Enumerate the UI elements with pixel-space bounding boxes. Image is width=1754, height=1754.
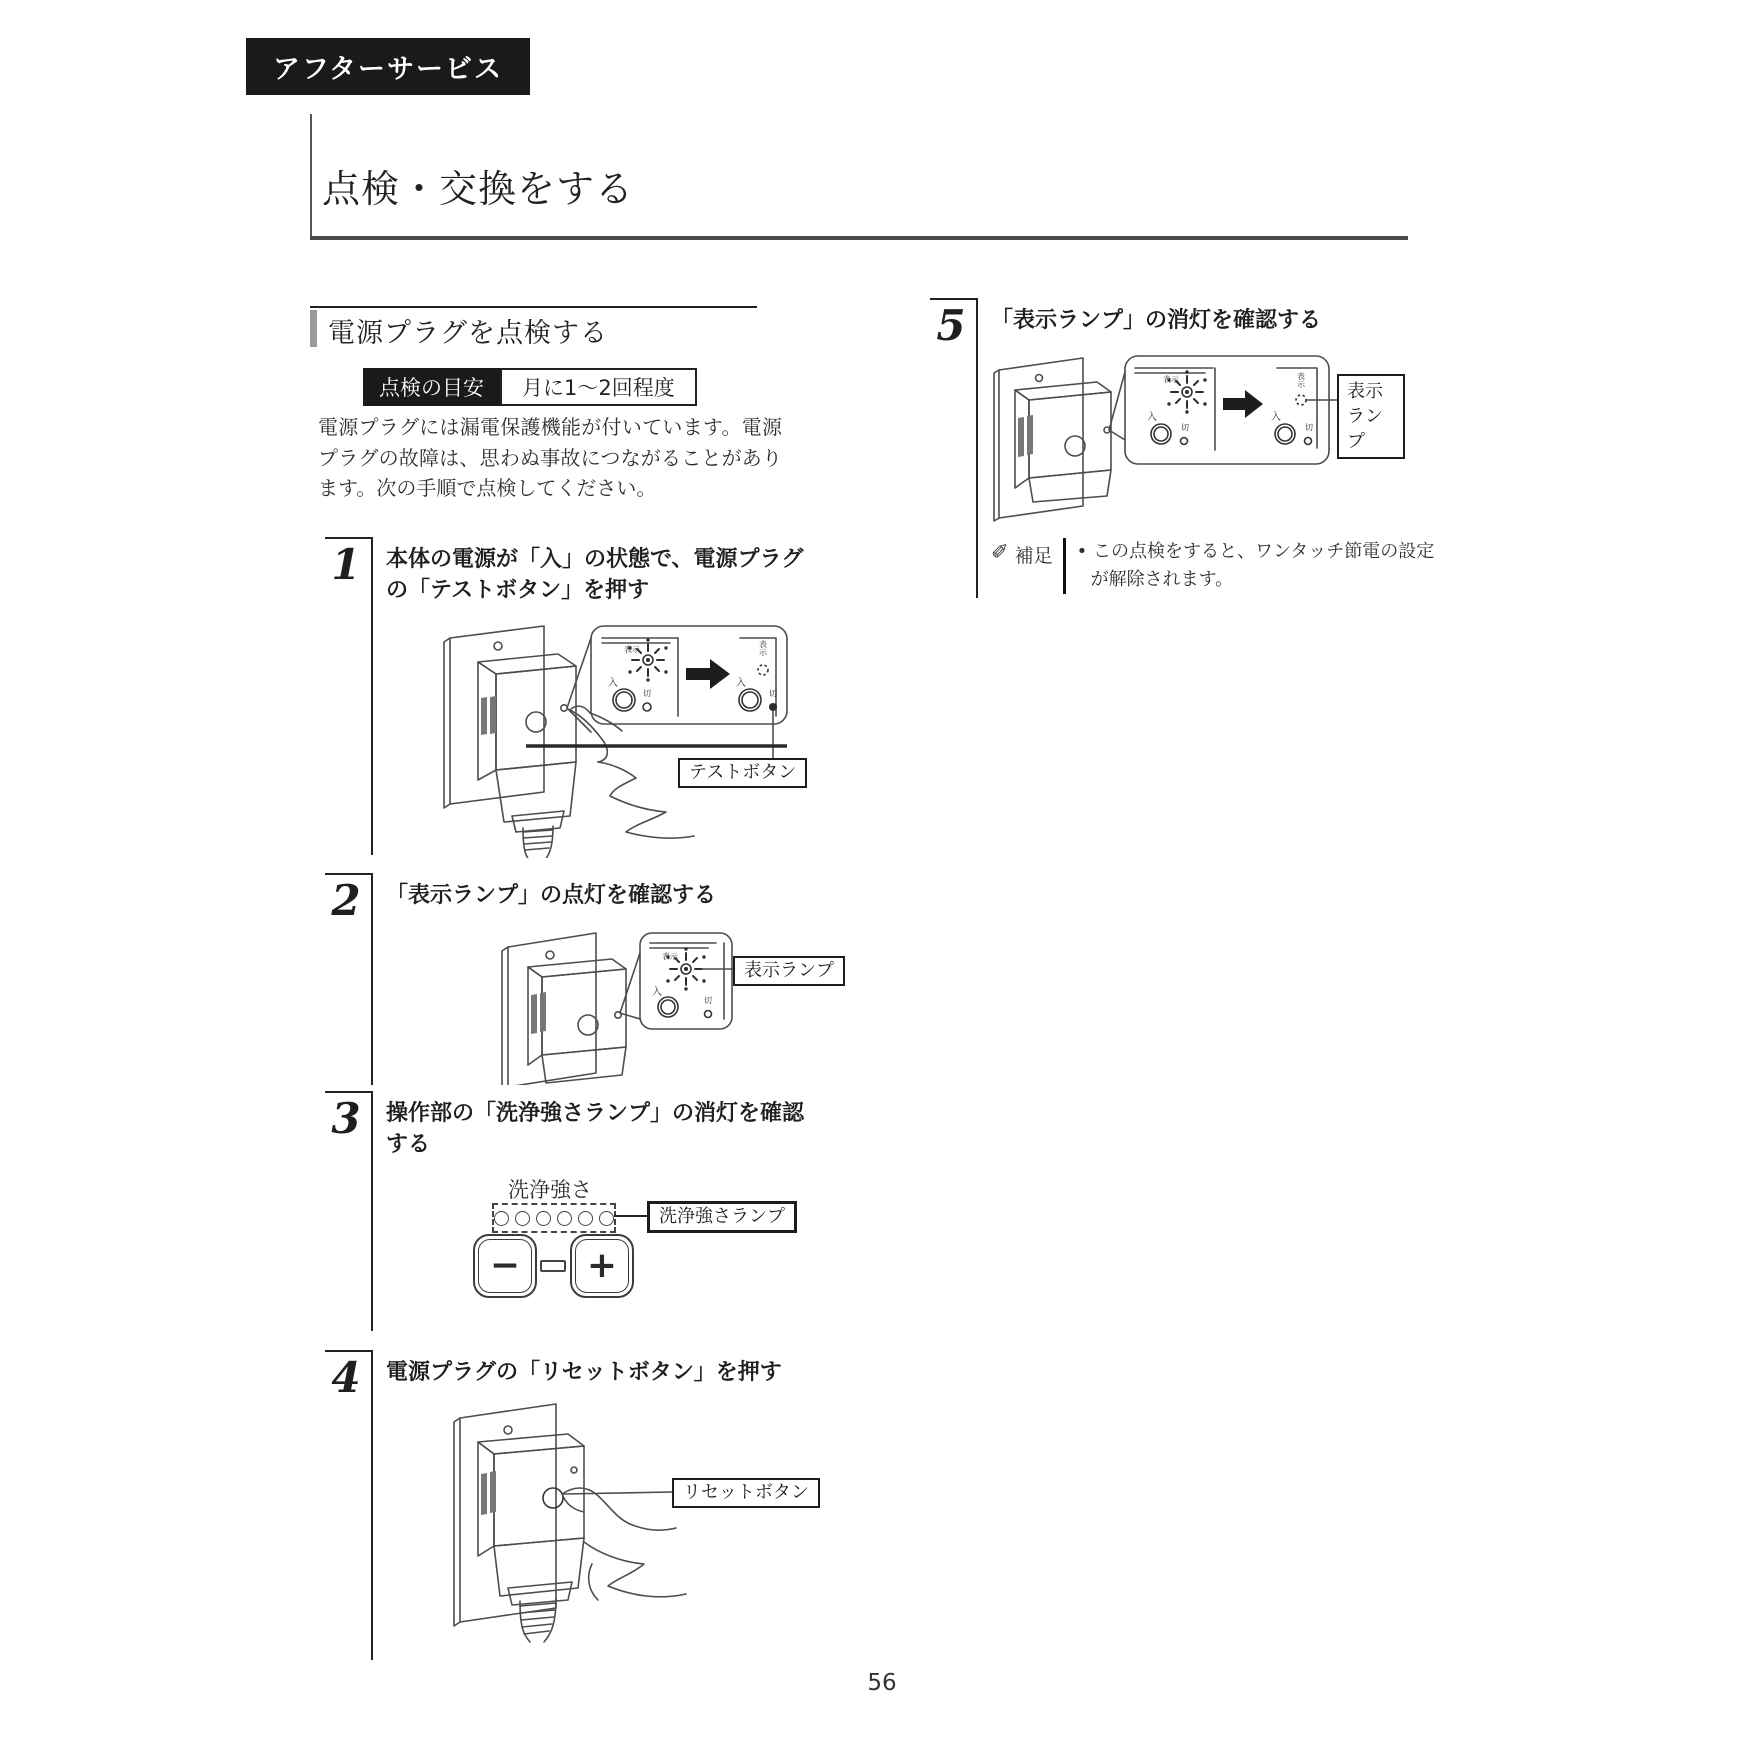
button-inner-ring: [575, 1239, 629, 1293]
minus-button: [473, 1234, 537, 1298]
step-3-illustration: [386, 1174, 826, 1304]
on-label: 入: [736, 678, 746, 689]
step-4-number: 4: [331, 1353, 361, 1402]
lamp-label: 表示: [624, 645, 640, 654]
on-label: 入: [652, 987, 662, 998]
callout-leader: [614, 1215, 647, 1217]
guide-label: 点検の目安: [363, 368, 500, 406]
lamp-label: 表示: [1163, 375, 1179, 384]
note-divider: [1063, 538, 1066, 594]
lamp-label: 表示: [758, 640, 768, 656]
lamp-dot: [599, 1211, 614, 1226]
test-button-pressed: [769, 703, 777, 711]
note-body: この点検をすると、ワンタッチ節電の設定が解除されます。: [1090, 541, 1435, 590]
pointing-hand-drawing: [570, 706, 694, 838]
magnified-panel-before-after: [1109, 356, 1337, 464]
off-label: 切: [704, 996, 712, 1005]
wash-strength-lamp-callout: 洗浄強さランプ: [647, 1201, 797, 1233]
power-plug-drawing: [1015, 382, 1111, 502]
test-button-callout: テストボタン: [678, 758, 807, 788]
reset-button: [543, 1488, 563, 1508]
supplement-note: [991, 538, 1439, 594]
title-horizontal-rule: [310, 236, 1408, 240]
button-inner-ring: [478, 1239, 532, 1293]
bullet: •: [1076, 541, 1088, 562]
inspection-guide: [363, 368, 697, 406]
lamp-dot: [536, 1211, 551, 1226]
section-tag-label: アフターサービス: [272, 54, 504, 85]
intro-paragraph: 電源プラグには漏電保護機能が付いています。電源プラグの故障は、思わぬ事故につながることがあります。次の手順で点検してください。: [318, 415, 782, 500]
power-plug-drawing: [478, 1434, 584, 1642]
step-4-number-cell: [325, 1350, 371, 1660]
on-label: 入: [1271, 412, 1281, 423]
on-label: 入: [608, 678, 618, 689]
minus-glyph: −: [489, 1245, 521, 1286]
arrow-icon: [1223, 390, 1263, 418]
step-1-illustration: [386, 612, 826, 858]
step-2-illustration: [386, 923, 846, 1085]
power-plug-drawing: [528, 959, 626, 1083]
step-4: [325, 1350, 825, 1660]
step-1-title: 本体の電源が「入」の状態で、電源プラグの「テストボタン」を押す: [386, 547, 804, 603]
subsection-graybar: [310, 310, 317, 347]
wash-strength-caption: 洗浄強さ: [508, 1178, 592, 1202]
pencil-icon: ✐: [991, 540, 1009, 564]
callout-line1: 表示: [1347, 381, 1383, 402]
plug-test-drawing: [386, 612, 826, 858]
power-plug-drawing: [478, 654, 576, 858]
step-4-title: 電源プラグの「リセットボタン」を押す: [386, 1360, 782, 1385]
step-1-number: 1: [331, 540, 361, 589]
step-5: [930, 298, 1435, 598]
wall-plate-drawing: [502, 933, 596, 1085]
reset-button-callout: リセットボタン: [672, 1478, 820, 1508]
step-2-number: 2: [331, 876, 361, 925]
step-3-number: 3: [331, 1094, 361, 1143]
step-3-number-cell: [325, 1091, 371, 1331]
off-label: 切: [1181, 423, 1189, 432]
step-1-number-cell: [325, 537, 371, 855]
lamp-dot: [557, 1211, 572, 1226]
lamp-lit-drawing: [386, 923, 846, 1085]
step-2-number-cell: [325, 873, 371, 1085]
section-tag: [246, 38, 530, 95]
page-title: 点検・交換をする: [322, 167, 635, 211]
step-2: [325, 873, 834, 1085]
page-number: 56: [867, 1670, 897, 1696]
guide-value: 月に1～2回程度: [500, 368, 697, 406]
magnified-panel-before-after: [526, 626, 787, 758]
note-text: [1077, 538, 1439, 594]
wall-plate-drawing: [454, 1404, 556, 1626]
subsection-heading: 電源プラグを点検する: [328, 318, 608, 349]
callout-line2: ランプ: [1347, 406, 1383, 452]
step-4-illustration: [386, 1396, 826, 1658]
on-label: 入: [1147, 412, 1157, 423]
wall-plate-drawing: [994, 358, 1083, 521]
off-label: 切: [643, 689, 651, 698]
lamp-label: 表示: [662, 952, 678, 961]
button-separator: [540, 1260, 566, 1272]
magnified-panel: [620, 933, 733, 1029]
indicator-lamp-off: [1296, 395, 1306, 405]
step-3-title: 操作部の「洗浄強さランプ」の消灯を確認する: [386, 1101, 805, 1157]
arrow-icon: [686, 659, 730, 689]
plus-button: [570, 1234, 634, 1298]
plus-glyph: +: [586, 1245, 618, 1286]
note-label: 補足: [1014, 545, 1053, 567]
step-2-title: 「表示ランプ」の点灯を確認する: [386, 883, 717, 908]
step-5-number: 5: [936, 301, 966, 350]
title-vertical-rule: [310, 114, 312, 236]
step-1: [325, 537, 825, 855]
step-5-number-cell: [930, 298, 976, 598]
subsection-topline: [310, 306, 757, 308]
lamp-dot: [578, 1211, 593, 1226]
step-3: [325, 1091, 825, 1331]
pressing-hand-drawing: [562, 1488, 686, 1600]
wash-strength-lamps: [492, 1203, 616, 1233]
reset-button-drawing: [386, 1396, 826, 1658]
indicator-lamp-callout: [1337, 374, 1405, 459]
lamp-dot: [515, 1211, 530, 1226]
indicator-lamp-off: [758, 665, 768, 675]
callout-leader: [564, 1492, 672, 1494]
lamp-label: 表示: [1296, 372, 1306, 388]
off-label: 切: [769, 689, 777, 698]
step-5-illustration: [991, 348, 1405, 524]
lamp-dot: [494, 1211, 509, 1226]
off-label: 切: [1305, 423, 1313, 432]
step-5-title: 「表示ランプ」の消灯を確認する: [991, 308, 1322, 333]
indicator-lamp-callout: 表示ランプ: [733, 956, 845, 986]
